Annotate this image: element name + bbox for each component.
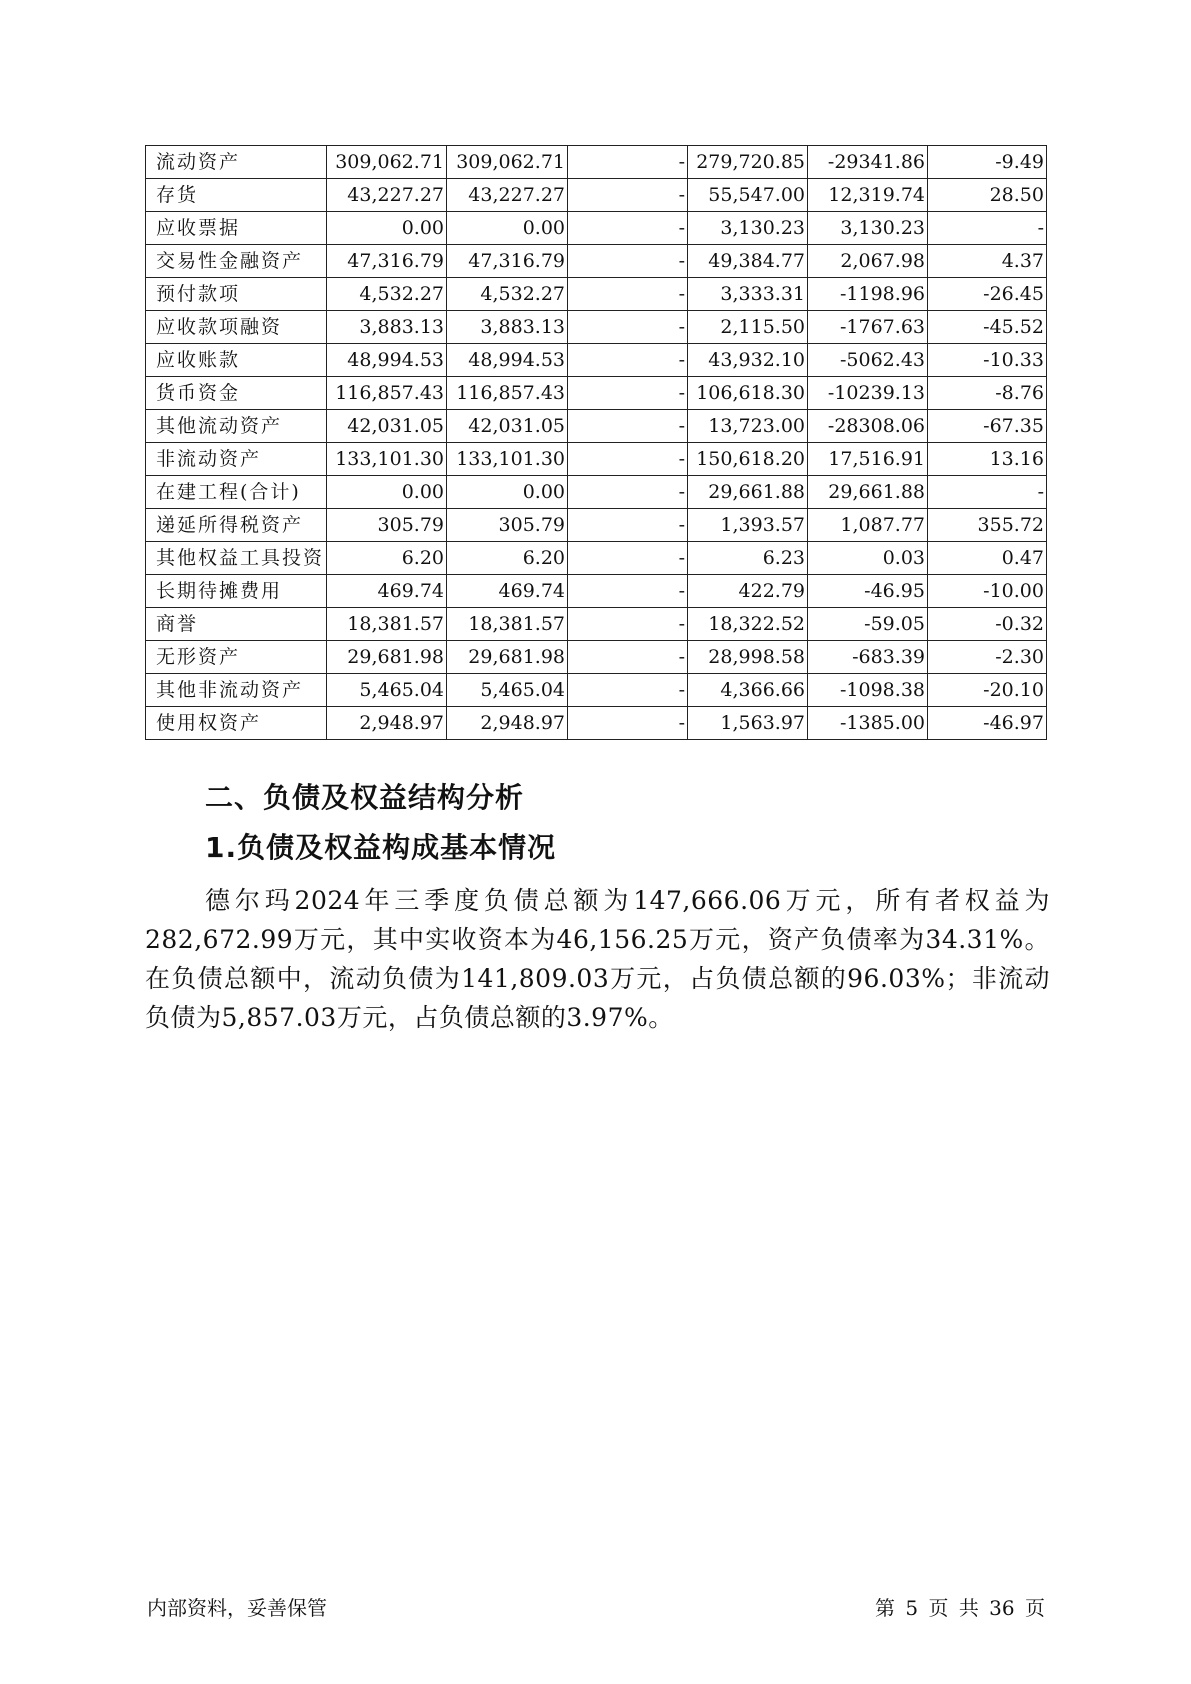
cell-v6: -9.49 — [928, 146, 1047, 179]
cell-v1: 305.79 — [327, 509, 447, 542]
cell-v5: 29,661.88 — [808, 476, 928, 509]
cell-v3: - — [568, 311, 688, 344]
cell-v1: 43,227.27 — [327, 179, 447, 212]
cell-v3: - — [568, 608, 688, 641]
cell-v4: 49,384.77 — [688, 245, 808, 278]
cell-v6: -10.33 — [928, 344, 1047, 377]
analysis-paragraph: 德尔玛2024年三季度负债总额为147,666.06万元，所有者权益为282,672.99万元，其中实收资本为46,156.25万元，资产负债率为34.31%。在负债总额中，流动负债为141,809.03万元，占负债总额的96.03%；非流动负债为5,857.03万元，占负债总额的3.97%。 — [145, 886, 1050, 1032]
cell-v6: -2.30 — [928, 641, 1047, 674]
cell-v5: -1385.00 — [808, 707, 928, 740]
row-label: 流动资产 — [146, 146, 327, 179]
row-label: 其他非流动资产 — [146, 674, 327, 707]
cell-v4: 3,333.31 — [688, 278, 808, 311]
cell-v3: - — [568, 179, 688, 212]
table-row — [146, 476, 1047, 509]
cell-v5: 0.03 — [808, 542, 928, 575]
cell-v1: 133,101.30 — [327, 443, 447, 476]
row-label: 递延所得税资产 — [146, 509, 327, 542]
row-label: 货币资金 — [146, 377, 327, 410]
cell-v6: 0.47 — [928, 542, 1047, 575]
cell-v2: 0.00 — [447, 212, 568, 245]
cell-v1: 469.74 — [327, 575, 447, 608]
row-label: 非流动资产 — [146, 443, 327, 476]
cell-v2: 309,062.71 — [447, 146, 568, 179]
cell-v6: - — [928, 212, 1047, 245]
cell-v5: -29341.86 — [808, 146, 928, 179]
row-label: 无形资产 — [146, 641, 327, 674]
cell-v6: -45.52 — [928, 311, 1047, 344]
table-row — [146, 509, 1047, 542]
cell-v5: 2,067.98 — [808, 245, 928, 278]
cell-v3: - — [568, 344, 688, 377]
cell-v2: 29,681.98 — [447, 641, 568, 674]
cell-v6: -20.10 — [928, 674, 1047, 707]
cell-v6: -10.00 — [928, 575, 1047, 608]
cell-v6: 28.50 — [928, 179, 1047, 212]
cell-v3: - — [568, 278, 688, 311]
table-row — [146, 674, 1047, 707]
cell-v1: 42,031.05 — [327, 410, 447, 443]
cell-v6: -8.76 — [928, 377, 1047, 410]
footer-page-number: 第 5 页 共 36 页 — [875, 1596, 1045, 1620]
row-label: 商誉 — [146, 608, 327, 641]
cell-v2: 6.20 — [447, 542, 568, 575]
row-label: 其他流动资产 — [146, 410, 327, 443]
row-label: 长期待摊费用 — [146, 575, 327, 608]
cell-v1: 309,062.71 — [327, 146, 447, 179]
cell-v3: - — [568, 377, 688, 410]
cell-v2: 43,227.27 — [447, 179, 568, 212]
cell-v4: 1,393.57 — [688, 509, 808, 542]
cell-v5: 3,130.23 — [808, 212, 928, 245]
cell-v3: - — [568, 575, 688, 608]
footer-confidential-note: 内部资料，妥善保管 — [147, 1596, 327, 1620]
cell-v2: 305.79 — [447, 509, 568, 542]
cell-v1: 0.00 — [327, 212, 447, 245]
cell-v2: 2,948.97 — [447, 707, 568, 740]
cell-v6: -67.35 — [928, 410, 1047, 443]
cell-v5: -1767.63 — [808, 311, 928, 344]
table-row — [146, 179, 1047, 212]
cell-v5: 12,319.74 — [808, 179, 928, 212]
cell-v4: 1,563.97 — [688, 707, 808, 740]
cell-v5: -28308.06 — [808, 410, 928, 443]
cell-v3: - — [568, 542, 688, 575]
asset-table-body — [146, 146, 1047, 740]
cell-v3: - — [568, 509, 688, 542]
cell-v4: 29,661.88 — [688, 476, 808, 509]
cell-v2: 4,532.27 — [447, 278, 568, 311]
section-subheading: 1.负债及权益构成基本情况 — [205, 831, 557, 864]
cell-v4: 43,932.10 — [688, 344, 808, 377]
row-label: 应收票据 — [146, 212, 327, 245]
cell-v1: 29,681.98 — [327, 641, 447, 674]
cell-v2: 5,465.04 — [447, 674, 568, 707]
section-heading: 二、负债及权益结构分析 — [205, 781, 525, 814]
cell-v5: -46.95 — [808, 575, 928, 608]
cell-v4: 6.23 — [688, 542, 808, 575]
cell-v3: - — [568, 476, 688, 509]
cell-v4: 55,547.00 — [688, 179, 808, 212]
cell-v5: -1198.96 — [808, 278, 928, 311]
cell-v4: 150,618.20 — [688, 443, 808, 476]
cell-v4: 279,720.85 — [688, 146, 808, 179]
cell-v5: -1098.38 — [808, 674, 928, 707]
table-row — [146, 575, 1047, 608]
cell-v1: 3,883.13 — [327, 311, 447, 344]
cell-v1: 18,381.57 — [327, 608, 447, 641]
cell-v2: 18,381.57 — [447, 608, 568, 641]
cell-v1: 47,316.79 — [327, 245, 447, 278]
cell-v4: 28,998.58 — [688, 641, 808, 674]
row-label: 应收款项融资 — [146, 311, 327, 344]
table-row — [146, 410, 1047, 443]
cell-v1: 4,532.27 — [327, 278, 447, 311]
table-row — [146, 608, 1047, 641]
cell-v6: - — [928, 476, 1047, 509]
cell-v4: 4,366.66 — [688, 674, 808, 707]
cell-v3: - — [568, 410, 688, 443]
row-label: 使用权资产 — [146, 707, 327, 740]
cell-v2: 47,316.79 — [447, 245, 568, 278]
cell-v3: - — [568, 245, 688, 278]
cell-v1: 0.00 — [327, 476, 447, 509]
cell-v5: -683.39 — [808, 641, 928, 674]
cell-v6: 13.16 — [928, 443, 1047, 476]
cell-v3: - — [568, 212, 688, 245]
cell-v4: 13,723.00 — [688, 410, 808, 443]
table-row — [146, 344, 1047, 377]
cell-v2: 48,994.53 — [447, 344, 568, 377]
cell-v2: 0.00 — [447, 476, 568, 509]
cell-v4: 106,618.30 — [688, 377, 808, 410]
table-row — [146, 311, 1047, 344]
cell-v5: 1,087.77 — [808, 509, 928, 542]
cell-v3: - — [568, 674, 688, 707]
cell-v4: 18,322.52 — [688, 608, 808, 641]
cell-v6: 4.37 — [928, 245, 1047, 278]
row-label: 预付款项 — [146, 278, 327, 311]
table-row — [146, 278, 1047, 311]
cell-v2: 42,031.05 — [447, 410, 568, 443]
cell-v5: -10239.13 — [808, 377, 928, 410]
table-row — [146, 707, 1047, 740]
cell-v2: 469.74 — [447, 575, 568, 608]
cell-v1: 2,948.97 — [327, 707, 447, 740]
cell-v6: 355.72 — [928, 509, 1047, 542]
cell-v5: -5062.43 — [808, 344, 928, 377]
cell-v1: 6.20 — [327, 542, 447, 575]
cell-v3: - — [568, 641, 688, 674]
row-label: 存货 — [146, 179, 327, 212]
table-row — [146, 641, 1047, 674]
table-row — [146, 542, 1047, 575]
row-label: 其他权益工具投资 — [146, 542, 327, 575]
cell-v1: 5,465.04 — [327, 674, 447, 707]
row-label: 交易性金融资产 — [146, 245, 327, 278]
row-label: 应收账款 — [146, 344, 327, 377]
table-row — [146, 377, 1047, 410]
cell-v5: 17,516.91 — [808, 443, 928, 476]
table-row — [146, 212, 1047, 245]
asset-table — [145, 145, 1047, 740]
table-row — [146, 146, 1047, 179]
cell-v6: -46.97 — [928, 707, 1047, 740]
cell-v6: -0.32 — [928, 608, 1047, 641]
cell-v3: - — [568, 707, 688, 740]
cell-v2: 133,101.30 — [447, 443, 568, 476]
cell-v4: 3,130.23 — [688, 212, 808, 245]
cell-v4: 422.79 — [688, 575, 808, 608]
cell-v2: 3,883.13 — [447, 311, 568, 344]
cell-v3: - — [568, 443, 688, 476]
cell-v4: 2,115.50 — [688, 311, 808, 344]
row-label: 在建工程(合计) — [146, 476, 327, 509]
cell-v1: 116,857.43 — [327, 377, 447, 410]
cell-v1: 48,994.53 — [327, 344, 447, 377]
cell-v5: -59.05 — [808, 608, 928, 641]
cell-v3: - — [568, 146, 688, 179]
table-row — [146, 443, 1047, 476]
cell-v6: -26.45 — [928, 278, 1047, 311]
cell-v2: 116,857.43 — [447, 377, 568, 410]
table-row — [146, 245, 1047, 278]
